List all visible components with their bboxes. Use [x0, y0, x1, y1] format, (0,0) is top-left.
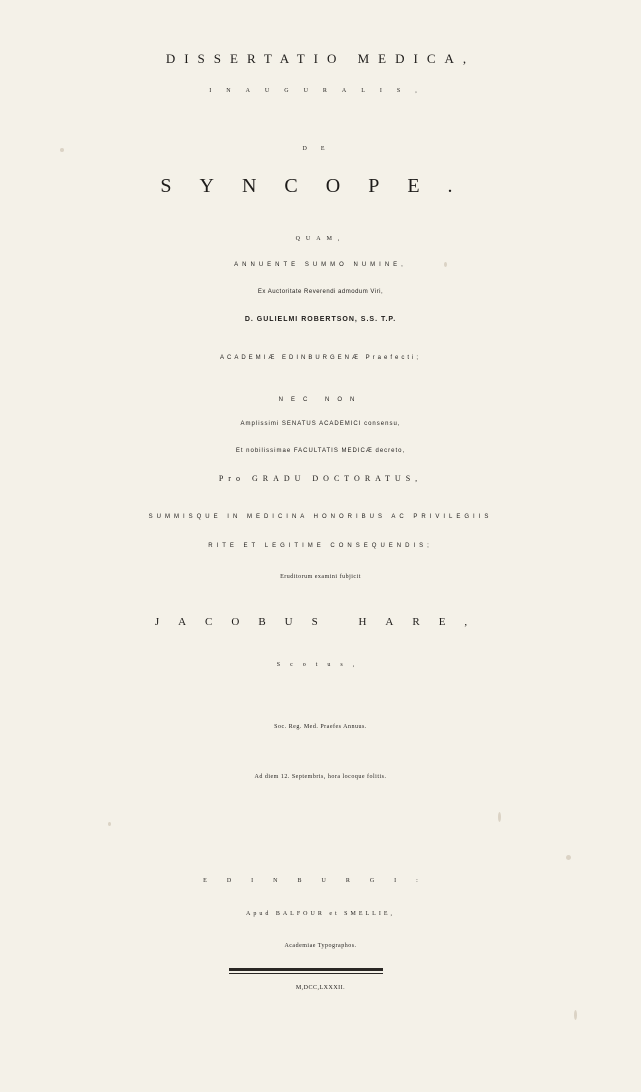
- paper-speck: [566, 855, 571, 860]
- honoribus-line: SUMMISQUE IN MEDICINA HONORIBUS AC PRIVILEGIIS: [148, 514, 493, 520]
- date-line: Ad diem 12. Septembris, hora locoque folitis.: [254, 774, 387, 780]
- place-line: EDINBURGI:: [203, 878, 438, 884]
- annuente-line: ANNUENTE SUMMO NUMINE,: [234, 262, 407, 268]
- nec-non-line: NEC NON: [278, 397, 363, 403]
- paper-speck: [108, 822, 111, 826]
- paper-speck: [574, 1010, 577, 1020]
- divider-rule-thick: [229, 968, 383, 971]
- printer-line: Apud BALFOUR et SMELLIE,: [246, 911, 395, 917]
- inauguralis-line: INAUGURALIS,: [209, 88, 432, 94]
- eruditorum-line: Eruditorum examini fubjicit: [280, 574, 361, 580]
- year-line: M,DCC,LXXXII.: [295, 985, 346, 991]
- facultatis-line: Et nobilissimae FACULTATIS MEDICÆ decreto,: [235, 448, 406, 454]
- paper-speck: [498, 812, 501, 822]
- author-origin: Scotus,: [276, 662, 365, 668]
- de-line: DE: [302, 146, 339, 152]
- dissertation-heading: DISSERTATIO MEDICA,: [165, 51, 476, 66]
- quam-line: QUAM,: [295, 236, 346, 242]
- subject-title: SYNCOPE.: [160, 175, 481, 197]
- auctoritate-line: Ex Auctoritate Reverendi admodum Viri,: [257, 289, 384, 295]
- principal-name: D. GULIELMI ROBERTSON, S.S. T.P.: [244, 316, 397, 323]
- author-name: JACOBUS HARE,: [154, 616, 487, 628]
- society-line: Soc. Reg. Med. Praefes Annuus.: [274, 724, 367, 730]
- consequendis-line: RITE ET LEGITIME CONSEQUENDIS;: [208, 543, 433, 549]
- senatus-line: Amplissimi SENATUS ACADEMICI consensu,: [240, 421, 401, 427]
- gradu-line: Pro GRADU DOCTORATUS,: [218, 474, 423, 483]
- divider-rule-thin: [229, 973, 383, 974]
- academiae-line: ACADEMIÆ EDINBURGENÆ Praefecti;: [219, 355, 422, 361]
- typographers-line: Academiae Typographos.: [284, 943, 357, 949]
